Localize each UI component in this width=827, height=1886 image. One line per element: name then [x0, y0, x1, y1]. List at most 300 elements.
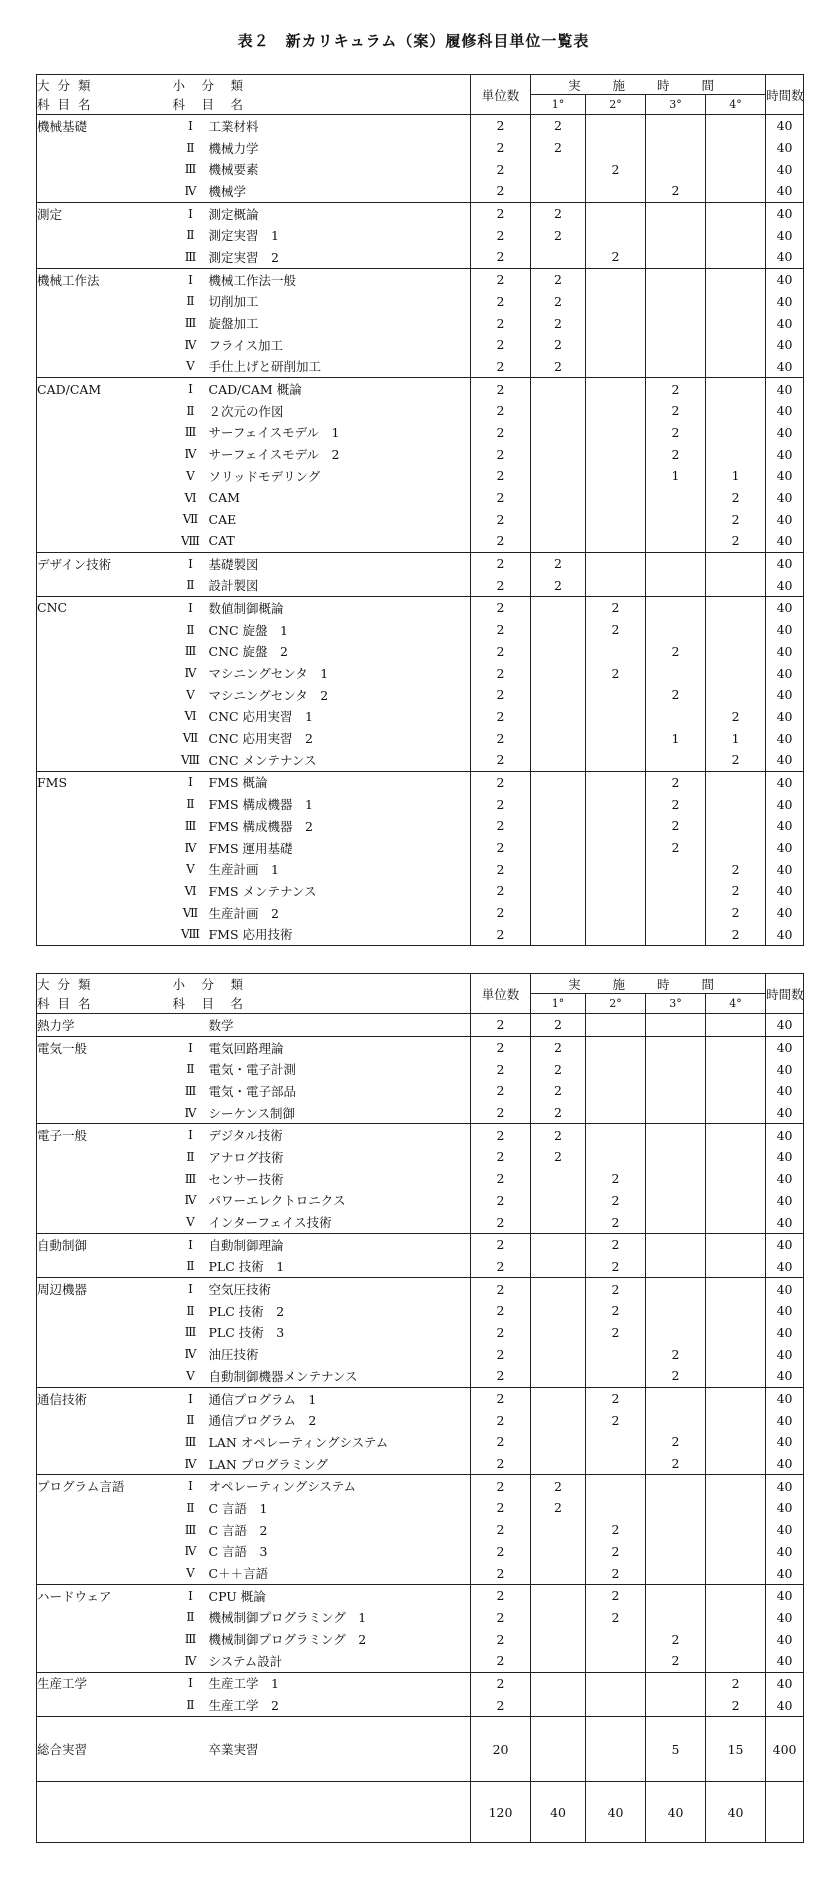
hours-cell: 40: [766, 902, 804, 924]
year-1-cell: 2: [531, 268, 586, 290]
year-3-cell: [646, 1300, 706, 1322]
hours-cell: 40: [766, 1453, 804, 1475]
year-4-cell: [706, 1014, 766, 1037]
hours-cell: 40: [766, 115, 804, 137]
hours-cell: 40: [766, 202, 804, 224]
table-row: [37, 793, 804, 815]
year-2-cell: [586, 400, 646, 422]
category-cell: [37, 684, 173, 706]
units-cell: 2: [471, 1322, 531, 1344]
hours-cell: 40: [766, 291, 804, 313]
year-2-cell: 2: [586, 158, 646, 180]
subject-cell: 通信プログラム 2: [208, 1413, 317, 1429]
category-cell: [37, 706, 173, 728]
year-1-cell: 2: [531, 137, 586, 159]
category-cell: 自動制御: [37, 1233, 173, 1255]
year-1-cell: [531, 1190, 586, 1212]
year-2-cell: [586, 1365, 646, 1387]
year-1-cell: [531, 1717, 586, 1782]
units-cell: 2: [471, 1168, 531, 1190]
year-2-cell: 2: [586, 1584, 646, 1606]
roman-numeral-cell: Ⅴ: [186, 1566, 195, 1581]
year-2-cell: [586, 312, 646, 334]
table-row: [37, 224, 804, 246]
category-cell: 機械基礎: [37, 115, 173, 137]
hours-cell: 40: [766, 1211, 804, 1233]
year-4-cell: 2: [706, 487, 766, 509]
roman-numeral-cell: Ⅱ: [186, 1062, 195, 1077]
year-2-cell: 2: [586, 1256, 646, 1278]
table-row: [37, 158, 804, 180]
roman-numeral-cell: Ⅲ: [184, 1522, 197, 1537]
table-row: [37, 137, 804, 159]
roman-numeral-cell: Ⅳ: [184, 337, 197, 352]
hours-cell: 40: [766, 815, 804, 837]
totals-label-cell: [37, 1782, 471, 1843]
subject-cell: CPU 概論: [209, 1584, 471, 1606]
year-3-cell: [646, 1694, 706, 1716]
year-3-cell: 2: [646, 771, 706, 793]
year-1-cell: [531, 1343, 586, 1365]
roman-numeral-cell: Ⅰ: [173, 1233, 209, 1255]
category-cell: [37, 1190, 173, 1212]
year-3-cell: 5: [646, 1717, 706, 1782]
table-row: [37, 662, 804, 684]
year-1-cell: 2: [531, 552, 586, 574]
category-cell: [37, 1102, 173, 1124]
units-cell: 2: [471, 1453, 531, 1475]
subject-cell: 基礎製図: [209, 552, 471, 574]
year-2-cell: [586, 706, 646, 728]
units-cell: 2: [471, 1541, 531, 1563]
units-cell: 2: [471, 158, 531, 180]
year-4-cell: [706, 356, 766, 378]
units-cell: 2: [471, 662, 531, 684]
units-cell: 2: [471, 552, 531, 574]
year-1-cell: [531, 1300, 586, 1322]
units-cell: 2: [471, 574, 531, 596]
table-row: [37, 291, 804, 313]
year-4-cell: 2: [706, 858, 766, 880]
subject-cell: 卒業実習: [209, 1717, 471, 1782]
category-cell: [37, 312, 173, 334]
header-year-3: 3°: [646, 95, 706, 115]
hours-cell: 40: [766, 400, 804, 422]
header-subject-name: 科 目 名: [37, 95, 173, 115]
subject-cell: ソリッドモデリング: [208, 468, 321, 484]
year-2-cell: 2: [586, 597, 646, 619]
year-2-cell: [586, 552, 646, 574]
year-1-cell: [531, 641, 586, 663]
roman-numeral-cell: Ⅶ: [182, 731, 199, 746]
roman-numeral-cell: Ⅳ: [184, 1193, 197, 1208]
units-cell: 2: [471, 1387, 531, 1409]
year-4-cell: [706, 1475, 766, 1497]
units-cell: 2: [471, 1102, 531, 1124]
table-row: [37, 1475, 804, 1497]
year-3-cell: [646, 1409, 706, 1431]
year-1-cell: [531, 1365, 586, 1387]
roman-numeral-cell: Ⅵ: [184, 490, 197, 505]
hours-cell: 40: [766, 1387, 804, 1409]
units-cell: 2: [471, 1475, 531, 1497]
category-cell: [37, 422, 173, 444]
category-cell: [37, 1541, 173, 1563]
year-1-cell: 2: [531, 574, 586, 596]
units-cell: 2: [471, 771, 531, 793]
header-year-2: 2°: [586, 95, 646, 115]
units-cell: 2: [471, 837, 531, 859]
year-1-cell: [531, 1278, 586, 1300]
year-4-cell: [706, 1036, 766, 1058]
units-cell: 2: [471, 1058, 531, 1080]
year-3-cell: [646, 706, 706, 728]
hours-cell: 40: [766, 1607, 804, 1629]
category-cell: [37, 641, 173, 663]
hours-cell: 40: [766, 727, 804, 749]
subject-cell: デジタル技術: [209, 1124, 471, 1146]
roman-numeral-cell: Ⅲ: [184, 1434, 197, 1449]
header-schedule: 実 施 時 間: [531, 974, 766, 994]
table-row: [37, 574, 804, 596]
table-row: [37, 1080, 804, 1102]
year-2-cell: [586, 574, 646, 596]
year-3-cell: 1: [646, 727, 706, 749]
year-1-cell: [531, 793, 586, 815]
units-cell: 2: [471, 115, 531, 137]
hours-cell: 40: [766, 137, 804, 159]
year-3-cell: [646, 530, 706, 552]
year-2-cell: [586, 837, 646, 859]
year-3-cell: [646, 619, 706, 641]
subject-cell: 数値制御概論: [209, 597, 471, 619]
year-2-cell: [586, 356, 646, 378]
year-3-cell: [646, 858, 706, 880]
hours-cell: 40: [766, 312, 804, 334]
roman-numeral-cell: Ⅳ: [184, 183, 197, 198]
table-row: [37, 422, 804, 444]
table-row: [37, 312, 804, 334]
year-4-cell: [706, 224, 766, 246]
year-1-cell: [531, 508, 586, 530]
table-row: [37, 837, 804, 859]
subject-cell: CNC 旋盤 1: [208, 622, 288, 638]
table-title: 表２ 新カリキュラム（案）履修科目単位一覧表: [237, 32, 590, 50]
units-cell: 2: [471, 508, 531, 530]
roman-numeral-cell: Ⅱ: [186, 1413, 195, 1428]
year-1-cell: 2: [531, 312, 586, 334]
year-3-cell: [646, 137, 706, 159]
hours-cell: 40: [766, 1519, 804, 1541]
header-minor-subject-name: 科 目 名: [173, 994, 471, 1014]
year-4-cell: [706, 597, 766, 619]
subject-cell: 生産工学 2: [208, 1698, 279, 1714]
table-row: [37, 1541, 804, 1563]
category-cell: [37, 1058, 173, 1080]
hours-cell: 40: [766, 1190, 804, 1212]
hours-cell: 40: [766, 1036, 804, 1058]
year-3-cell: [646, 1058, 706, 1080]
year-4-cell: [706, 1584, 766, 1606]
category-cell: [37, 530, 173, 552]
units-cell: 20: [471, 1717, 531, 1782]
category-cell: [37, 1300, 173, 1322]
year-1-cell: 2: [531, 1124, 586, 1146]
roman-numeral-cell: Ⅰ: [173, 771, 209, 793]
hours-cell: 40: [766, 1628, 804, 1650]
roman-numeral-cell: Ⅲ: [184, 1632, 197, 1647]
year-2-cell: [586, 815, 646, 837]
table-row: [37, 902, 804, 924]
header-minor-subject-name: 科 目 名: [173, 95, 471, 115]
hours-cell: 40: [766, 1694, 804, 1716]
table-row: [37, 1562, 804, 1584]
hours-cell: 40: [766, 1168, 804, 1190]
year-1-cell: [531, 837, 586, 859]
table-row: [37, 1102, 804, 1124]
year-2-cell: 2: [586, 619, 646, 641]
year-4-cell: [706, 662, 766, 684]
year-2-cell: [586, 443, 646, 465]
table-row: [37, 530, 804, 552]
subject-cell: 生産計画 1: [208, 862, 279, 878]
year-3-cell: [646, 291, 706, 313]
year-3-cell: [646, 923, 706, 945]
table-row: [37, 1453, 804, 1475]
units-cell: 2: [471, 597, 531, 619]
category-cell: [37, 1168, 173, 1190]
year-1-cell: [531, 1628, 586, 1650]
hours-cell: 40: [766, 1322, 804, 1344]
year-4-cell: [706, 137, 766, 159]
hours-cell: 40: [766, 1124, 804, 1146]
year-2-cell: [586, 1717, 646, 1782]
units-cell: 2: [471, 443, 531, 465]
category-cell: [37, 465, 173, 487]
hours-cell: 40: [766, 597, 804, 619]
table-row: [37, 1322, 804, 1344]
year-3-cell: [646, 508, 706, 530]
roman-numeral-cell: Ⅳ: [184, 666, 197, 681]
table-row: [37, 1256, 804, 1278]
subject-cell: 測定実習 1: [208, 228, 279, 244]
hours-cell: 40: [766, 923, 804, 945]
year-2-cell: [586, 268, 646, 290]
year-1-cell: [531, 422, 586, 444]
year-4-cell: [706, 1628, 766, 1650]
roman-numeral-cell: Ⅱ: [186, 578, 195, 593]
year-4-cell: [706, 246, 766, 268]
units-cell: 2: [471, 224, 531, 246]
year-3-cell: [646, 902, 706, 924]
year-3-cell: 2: [646, 815, 706, 837]
hours-cell: 40: [766, 1497, 804, 1519]
table-row: [37, 1343, 804, 1365]
table-row: [37, 1628, 804, 1650]
roman-numeral-cell: Ⅴ: [186, 468, 195, 483]
units-cell: 2: [471, 1519, 531, 1541]
units-cell: 2: [471, 1343, 531, 1365]
year-3-cell: [646, 158, 706, 180]
table-row: [37, 1190, 804, 1212]
table-row: [37, 815, 804, 837]
year-4-cell: [706, 1365, 766, 1387]
year-1-cell: [531, 1672, 586, 1694]
category-cell: [37, 137, 173, 159]
category-cell: [37, 1146, 173, 1168]
roman-numeral-cell: Ⅲ: [184, 818, 197, 833]
year-2-cell: [586, 771, 646, 793]
year-4-cell: [706, 1607, 766, 1629]
subject-cell: 空気圧技術: [209, 1278, 471, 1300]
year-1-cell: [531, 180, 586, 202]
year-2-cell: [586, 1014, 646, 1037]
hours-cell: 40: [766, 1562, 804, 1584]
year-1-cell: [531, 1211, 586, 1233]
units-cell: 2: [471, 641, 531, 663]
subject-cell: PLC 技術 2: [208, 1303, 285, 1319]
units-cell: 2: [471, 487, 531, 509]
category-cell: [37, 619, 173, 641]
header-hours: 時間数: [766, 75, 804, 115]
units-cell: 2: [471, 422, 531, 444]
subject-cell: 工業材料: [209, 115, 471, 137]
units-cell: 2: [471, 180, 531, 202]
subject-cell: サーフェイスモデル 1: [208, 425, 340, 441]
subject-cell: 機械学: [208, 183, 247, 199]
units-cell: 2: [471, 1278, 531, 1300]
hours-cell: 40: [766, 180, 804, 202]
year-3-cell: [646, 246, 706, 268]
table-row: [37, 1058, 804, 1080]
subject-cell: 機械要素: [208, 162, 259, 178]
roman-numeral-cell: Ⅴ: [186, 359, 195, 374]
year-3-cell: [646, 1497, 706, 1519]
year-1-cell: [531, 923, 586, 945]
year-3-cell: [646, 1036, 706, 1058]
roman-numeral-cell: Ⅲ: [184, 162, 197, 177]
category-cell: [37, 1343, 173, 1365]
hours-cell: 40: [766, 749, 804, 771]
subject-cell: 切削加工: [208, 294, 259, 310]
header-units: 単位数: [471, 75, 531, 115]
table-row: [37, 1124, 804, 1146]
units-cell: 2: [471, 1080, 531, 1102]
year-2-cell: [586, 1124, 646, 1146]
hours-cell: 40: [766, 1365, 804, 1387]
year-3-cell: 2: [646, 1343, 706, 1365]
category-cell: [37, 837, 173, 859]
year-4-cell: [706, 1058, 766, 1080]
year-3-cell: [646, 115, 706, 137]
category-cell: [37, 880, 173, 902]
year-3-cell: [646, 1562, 706, 1584]
roman-numeral-cell: Ⅲ: [184, 1083, 197, 1098]
category-cell: 周辺機器: [37, 1278, 173, 1300]
year-1-cell: 2: [531, 202, 586, 224]
roman-numeral-cell: Ⅰ: [173, 1278, 209, 1300]
year-3-cell: [646, 880, 706, 902]
year-3-cell: [646, 1607, 706, 1629]
subject-cell: PLC 技術 1: [208, 1259, 285, 1275]
year-3-cell: [646, 1519, 706, 1541]
header-units: 単位数: [471, 974, 531, 1014]
units-cell: 2: [471, 1211, 531, 1233]
category-cell: プログラム言語: [37, 1475, 173, 1497]
roman-numeral-cell: Ⅳ: [184, 1105, 197, 1120]
year-1-cell: [531, 530, 586, 552]
year-2-cell: [586, 1431, 646, 1453]
year-3-cell: 2: [646, 793, 706, 815]
year-1-cell: [531, 1453, 586, 1475]
year-1-cell: [531, 1431, 586, 1453]
year-4-cell: [706, 1278, 766, 1300]
table-row: [37, 771, 804, 793]
hours-cell: 40: [766, 1650, 804, 1672]
year-2-cell: 2: [586, 1168, 646, 1190]
units-cell: 2: [471, 923, 531, 945]
year-2-cell: [586, 291, 646, 313]
category-cell: [37, 1431, 173, 1453]
year-3-cell: [646, 1168, 706, 1190]
subject-cell: FMS 構成機器 2: [208, 818, 313, 834]
year-4-cell: [706, 1102, 766, 1124]
year-3-cell: 2: [646, 641, 706, 663]
year-4-cell: [706, 837, 766, 859]
units-cell: 2: [471, 1014, 531, 1037]
units-cell: 2: [471, 815, 531, 837]
year-1-cell: 2: [531, 224, 586, 246]
hours-cell: 40: [766, 530, 804, 552]
category-cell: [37, 1628, 173, 1650]
year-3-cell: [646, 1387, 706, 1409]
year-4-cell: [706, 158, 766, 180]
table-row: [37, 1672, 804, 1694]
year-1-cell: 2: [531, 1102, 586, 1124]
year-4-cell: [706, 291, 766, 313]
year-1-cell: [531, 246, 586, 268]
year-2-cell: 2: [586, 1278, 646, 1300]
year-3-cell: 2: [646, 400, 706, 422]
units-cell: 2: [471, 1300, 531, 1322]
year-4-cell: [706, 1562, 766, 1584]
year-2-cell: 2: [586, 1409, 646, 1431]
roman-numeral-cell: Ⅱ: [186, 228, 195, 243]
table-row: [37, 1584, 804, 1606]
year-1-cell: [531, 1694, 586, 1716]
header-major-class: 大 分 類: [37, 77, 93, 93]
units-cell: 2: [471, 1584, 531, 1606]
units-cell: 2: [471, 1036, 531, 1058]
hours-cell: 40: [766, 1080, 804, 1102]
year-1-cell: 2: [531, 291, 586, 313]
category-cell: CNC: [37, 597, 173, 619]
subject-cell: センサー技術: [208, 1171, 284, 1187]
year-4-cell: [706, 202, 766, 224]
hours-cell: 40: [766, 158, 804, 180]
subject-cell: 生産計画 2: [208, 905, 279, 921]
hours-cell: 40: [766, 1146, 804, 1168]
category-cell: [37, 508, 173, 530]
year-4-cell: 2: [706, 749, 766, 771]
year-4-cell: 2: [706, 1694, 766, 1716]
year-2-cell: 2: [586, 1211, 646, 1233]
roman-numeral-cell: Ⅳ: [184, 1456, 197, 1471]
subject-cell: 電気回路理論: [209, 1036, 471, 1058]
subject-cell: CNC 旋盤 2: [208, 644, 288, 660]
year-4-cell: [706, 1322, 766, 1344]
subject-cell: 機械力学: [208, 140, 259, 156]
